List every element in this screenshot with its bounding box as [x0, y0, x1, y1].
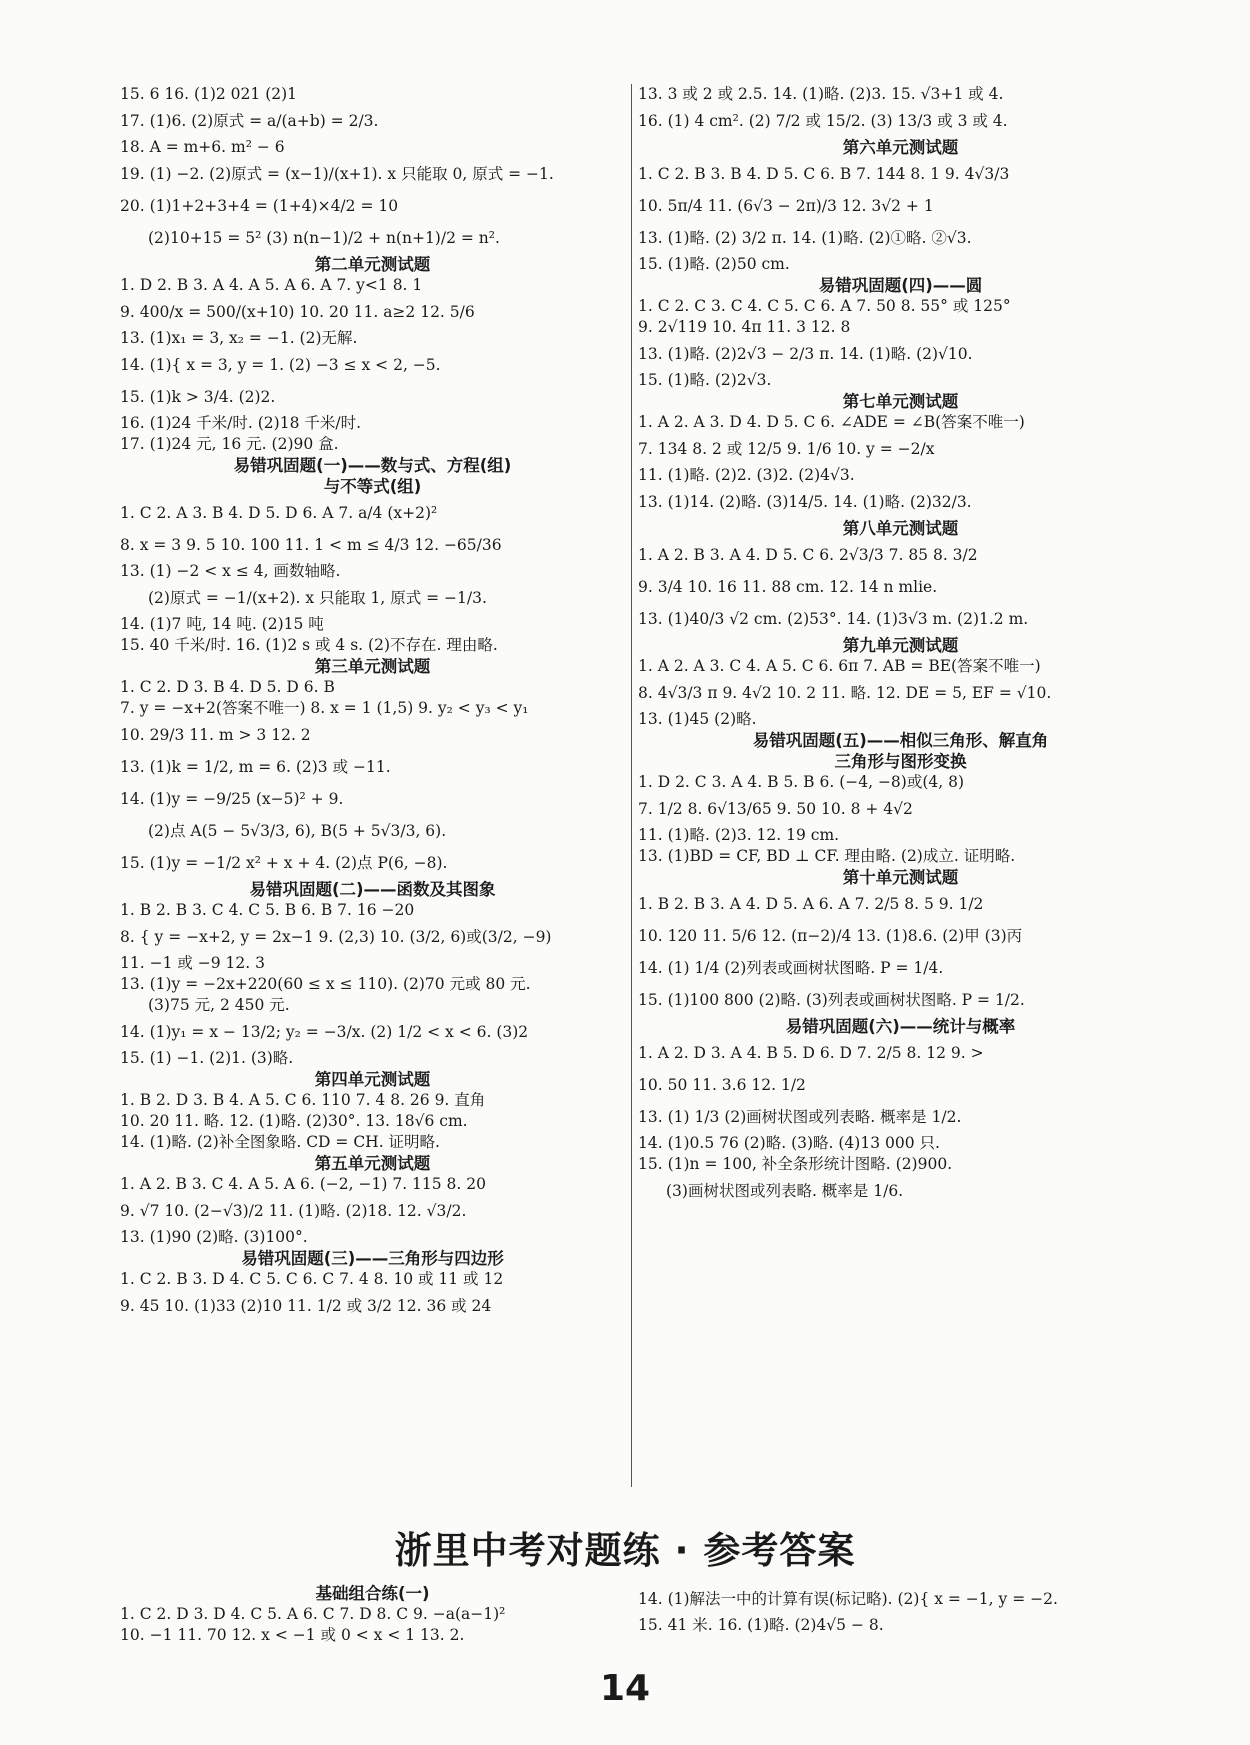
section-heading: 易错巩固题(一)——数与式、方程(组) [233, 456, 512, 475]
answer-line: 17. (1)24 元, 16 元. (2)90 盒. [120, 435, 339, 453]
answer-line: 7. y = −x+2(答案不唯一) 8. x = 1 (1,5) 9. y₂ < y₃ < y₁ [120, 699, 529, 717]
section-heading: 与不等式(组) [323, 477, 422, 496]
answer-line: (2)点 A(5 − 5√3/3, 6), B(5 + 5√3/3, 6). [148, 822, 447, 840]
section-heading: 第二单元测试题 [314, 255, 431, 274]
section-heading: 第四单元测试题 [314, 1070, 431, 1089]
answer-line: 1. A 2. D 3. A 4. B 5. D 6. D 7. 2/5 8. 12 9. > [638, 1044, 984, 1062]
answer-line: 9. 3/4 10. 16 11. 88 cm. 12. 14 n mlie. [638, 578, 938, 596]
section-heading: 基础组合练(一) [315, 1584, 430, 1603]
section-heading: 第六单元测试题 [842, 138, 959, 157]
left-answer-column [120, 84, 625, 1322]
answer-line: 1. A 2. A 3. D 4. D 5. C 6. ∠ADE = ∠B(答案不唯一) [638, 413, 1025, 431]
answer-line: 16. (1)24 千米/时. (2)18 千米/时. [120, 414, 362, 432]
answer-line: 19. (1) −2. (2)原式 = (x−1)/(x+1). x 只能取 0, 原式 = −1. [120, 165, 554, 183]
answer-line: 13. (1)90 (2)略. (3)100°. [120, 1228, 308, 1246]
answer-line: 10. 20 11. 略. 12. (1)略. (2)30°. 13. 18√6 cm. [120, 1112, 468, 1130]
answer-line: (2)10+15 = 5² (3) n(n−1)/2 + n(n+1)/2 = n². [148, 229, 500, 247]
section-heading: 第三单元测试题 [314, 657, 431, 676]
answer-line: 9. 400/x = 500/(x+10) 10. 20 11. a≥2 12. 5/6 [120, 303, 475, 321]
bottom-right-answers [638, 1583, 1163, 1636]
answer-line: 7. 1/2 8. 6√13/65 9. 50 10. 8 + 4√2 [638, 800, 913, 818]
section-heading: 易错巩固题(四)——圆 [818, 276, 983, 295]
answer-line: 15. (1)略. (2)2√3. [638, 371, 772, 389]
answer-line: 11. (1)略. (2)3. 12. 19 cm. [638, 826, 840, 844]
answer-line: 13. (1)y = −2x+220(60 ≤ x ≤ 110). (2)70 元或 80 元. [120, 975, 531, 993]
answer-line: 1. A 2. B 3. C 4. A 5. A 6. (−2, −1) 7. 115 8. 20 [120, 1175, 486, 1193]
answer-line: 1. C 2. C 3. C 4. C 5. C 6. A 7. 50 8. 55° 或 125° [638, 297, 1011, 315]
answer-line: 14. (1)y₁ = x − 13/2; y₂ = −3/x. (2) 1/2 < x < 6. (3)2 [120, 1023, 529, 1041]
answer-line: 18. A = m+6. m² − 6 [120, 138, 285, 156]
answer-line: 1. A 2. A 3. C 4. A 5. C 6. 6π 7. AB = BE(答案不唯一) [638, 657, 1041, 675]
answer-line: 15. (1) −1. (2)1. (3)略. [120, 1049, 294, 1067]
answer-line: 1. C 2. D 3. D 4. C 5. A 6. C 7. D 8. C 9. −a(a−1)² [120, 1605, 506, 1623]
answer-line: 13. (1)BD = CF, BD ⊥ CF. 理由略. (2)成立. 证明略. [638, 847, 1016, 865]
answer-line: 15. (1)y = −1/2 x² + x + 4. (2)点 P(6, −8). [120, 854, 448, 872]
answer-line: 13. (1) −2 < x ≤ 4, 画数轴略. [120, 562, 341, 580]
answer-line: 14. (1)7 吨, 14 吨. (2)15 吨 [120, 615, 324, 633]
answer-line: 15. 6 16. (1)2 021 (2)1 [120, 85, 298, 103]
answer-line: 9. √7 10. (2−√3)/2 11. (1)略. (2)18. 12. √3/2. [120, 1202, 467, 1220]
answer-line: 14. (1)y = −9/25 (x−5)² + 9. [120, 790, 344, 808]
answer-line: 14. (1){ x = 3, y = 1. (2) −3 ≤ x < 2, −5. [120, 356, 441, 374]
answer-line: 11. −1 或 −9 12. 3 [120, 954, 265, 972]
answer-line: 16. (1) 4 cm². (2) 7/2 或 15/2. (3) 13/3 或 3 或 4. [638, 112, 1008, 130]
answer-line: 1. C 2. B 3. D 4. C 5. C 6. C 7. 4 8. 10 或 11 或 12 [120, 1270, 504, 1288]
answer-line: 13. (1)40/3 √2 cm. (2)53°. 14. (1)3√3 m. (2)1.2 m. [638, 610, 1029, 628]
answer-line: 1. C 2. B 3. B 4. D 5. C 6. B 7. 144 8. 1 9. 4√3/3 [638, 165, 1010, 183]
answer-line: 10. −1 11. 70 12. x < −1 或 0 < x < 1 13. 2. [120, 1626, 465, 1644]
answer-line: 7. 134 8. 2 或 12/5 9. 1/6 10. y = −2/x [638, 440, 935, 458]
answer-line: 14. (1)0.5 76 (2)略. (3)略. (4)13 000 只. [638, 1134, 940, 1152]
answer-line: (3)75 元, 2 450 元. [148, 996, 290, 1014]
answer-line: 15. (1)n = 100, 补全条形统计图略. (2)900. [638, 1155, 953, 1173]
answer-line: 13. (1) 1/3 (2)画树状图或列表略. 概率是 1/2. [638, 1108, 962, 1126]
answer-line: 13. 3 或 2 或 2.5. 14. (1)略. (2)3. 15. √3+1 或 4. [638, 85, 1004, 103]
answer-line: 20. (1)1+2+3+4 = (1+4)×4/2 = 10 [120, 197, 399, 215]
answer-line: 15. (1)略. (2)50 cm. [638, 255, 790, 273]
answer-line: 10. 120 11. 5/6 12. (π−2)/4 13. (1)8.6. (2)甲 (3)丙 [638, 927, 1023, 945]
answer-line: 15. 41 米. 16. (1)略. (2)4√5 − 8. [638, 1616, 884, 1634]
answer-line: 15. (1)k > 3/4. (2)2. [120, 388, 276, 406]
right-answer-column [638, 84, 1163, 1207]
answer-line: 1. A 2. B 3. A 4. D 5. C 6. 2√3/3 7. 85 8. 3/2 [638, 546, 978, 564]
section-heading: 易错巩固题(五)——相似三角形、解直角 [752, 731, 1049, 750]
bottom-left-answers [120, 1583, 625, 1646]
answer-line: 1. D 2. C 3. A 4. B 5. B 6. (−4, −8)或(4, 8) [638, 773, 965, 791]
page-number: 14 [599, 1668, 651, 1709]
answer-line: 13. (1)14. (2)略. (3)14/5. 14. (1)略. (2)32/3. [638, 493, 972, 511]
section-heading: 第七单元测试题 [842, 392, 959, 411]
answer-line: 13. (1)略. (2) 3/2 π. 14. (1)略. (2)①略. ②√3. [638, 229, 972, 247]
answer-line: 1. B 2. B 3. A 4. D 5. A 6. A 7. 2/5 8. 5 9. 1/2 [638, 895, 984, 913]
answer-line: 1. B 2. D 3. B 4. A 5. C 6. 110 7. 4 8. 26 9. 直角 [120, 1091, 486, 1109]
answer-line: 13. (1)45 (2)略. [638, 710, 757, 728]
answer-line: 13. (1)k = 1/2, m = 6. (2)3 或 −11. [120, 758, 391, 776]
answer-line: 17. (1)6. (2)原式 = a/(a+b) = 2/3. [120, 112, 379, 130]
answer-line: 10. 29/3 11. m > 3 12. 2 [120, 726, 311, 744]
answer-line: 14. (1)解法一中的计算有误(标记略). (2){ x = −1, y = −2. [638, 1590, 1058, 1608]
section-title: 浙里中考对题练 · 参考答案 [394, 1529, 856, 1572]
column-divider [631, 84, 632, 1487]
answer-line: 8. x = 3 9. 5 10. 100 11. 1 < m ≤ 4/3 12. −65/36 [120, 536, 502, 554]
answer-line: 14. (1)略. (2)补全图象略. CD = CH. 证明略. [120, 1133, 440, 1151]
answer-line: 9. 2√119 10. 4π 11. 3 12. 8 [638, 318, 851, 336]
answer-line: 9. 45 10. (1)33 (2)10 11. 1/2 或 3/2 12. 36 或 24 [120, 1297, 492, 1315]
answer-line: 10. 50 11. 3.6 12. 1/2 [638, 1076, 806, 1094]
section-heading: 第五单元测试题 [314, 1154, 431, 1173]
answer-line: 1. C 2. A 3. B 4. D 5. D 6. A 7. a/4 (x+2)² [120, 504, 438, 522]
section-heading: 易错巩固题(三)——三角形与四边形 [241, 1249, 504, 1268]
section-heading: 第十单元测试题 [842, 868, 959, 887]
answer-line: 10. 5π/4 11. (6√3 − 2π)/3 12. 3√2 + 1 [638, 197, 934, 215]
answer-line: (2)原式 = −1/(x+2). x 只能取 1, 原式 = −1/3. [148, 589, 487, 607]
answer-line: 1. C 2. D 3. B 4. D 5. D 6. B [120, 678, 335, 696]
answer-line: 15. 40 千米/时. 16. (1)2 s 或 4 s. (2)不存在. 理由略. [120, 636, 498, 654]
section-heading: 第八单元测试题 [842, 519, 959, 538]
answer-line: 14. (1) 1/4 (2)列表或画树状图略. P = 1/4. [638, 959, 944, 977]
answer-line: (3)画树状图或列表略. 概率是 1/6. [666, 1182, 904, 1200]
section-heading: 三角形与图形变换 [834, 752, 967, 771]
answer-line: 1. B 2. B 3. C 4. C 5. B 6. B 7. 16 −20 [120, 901, 415, 919]
answer-line: 8. 4√3/3 π 9. 4√2 10. 2 11. 略. 12. DE = 5, EF = √10. [638, 684, 1052, 702]
section-heading: 易错巩固题(二)——函数及其图象 [249, 880, 496, 899]
answer-line: 8. { y = −x+2, y = 2x−1 9. (2,3) 10. (3/2, 6)或(3/2, −9) [120, 928, 552, 946]
section-heading: 易错巩固题(六)——统计与概率 [785, 1017, 1016, 1036]
answer-line: 1. D 2. B 3. A 4. A 5. A 6. A 7. y<1 8. 1 [120, 276, 423, 294]
answer-line: 13. (1)x₁ = 3, x₂ = −1. (2)无解. [120, 329, 358, 347]
answer-line: 13. (1)略. (2)2√3 − 2/3 π. 14. (1)略. (2)√10. [638, 345, 973, 363]
answer-line: 11. (1)略. (2)2. (3)2. (2)4√3. [638, 466, 855, 484]
answer-line: 15. (1)100 800 (2)略. (3)列表或画树状图略. P = 1/2. [638, 991, 1025, 1009]
section-heading: 第九单元测试题 [842, 636, 959, 655]
